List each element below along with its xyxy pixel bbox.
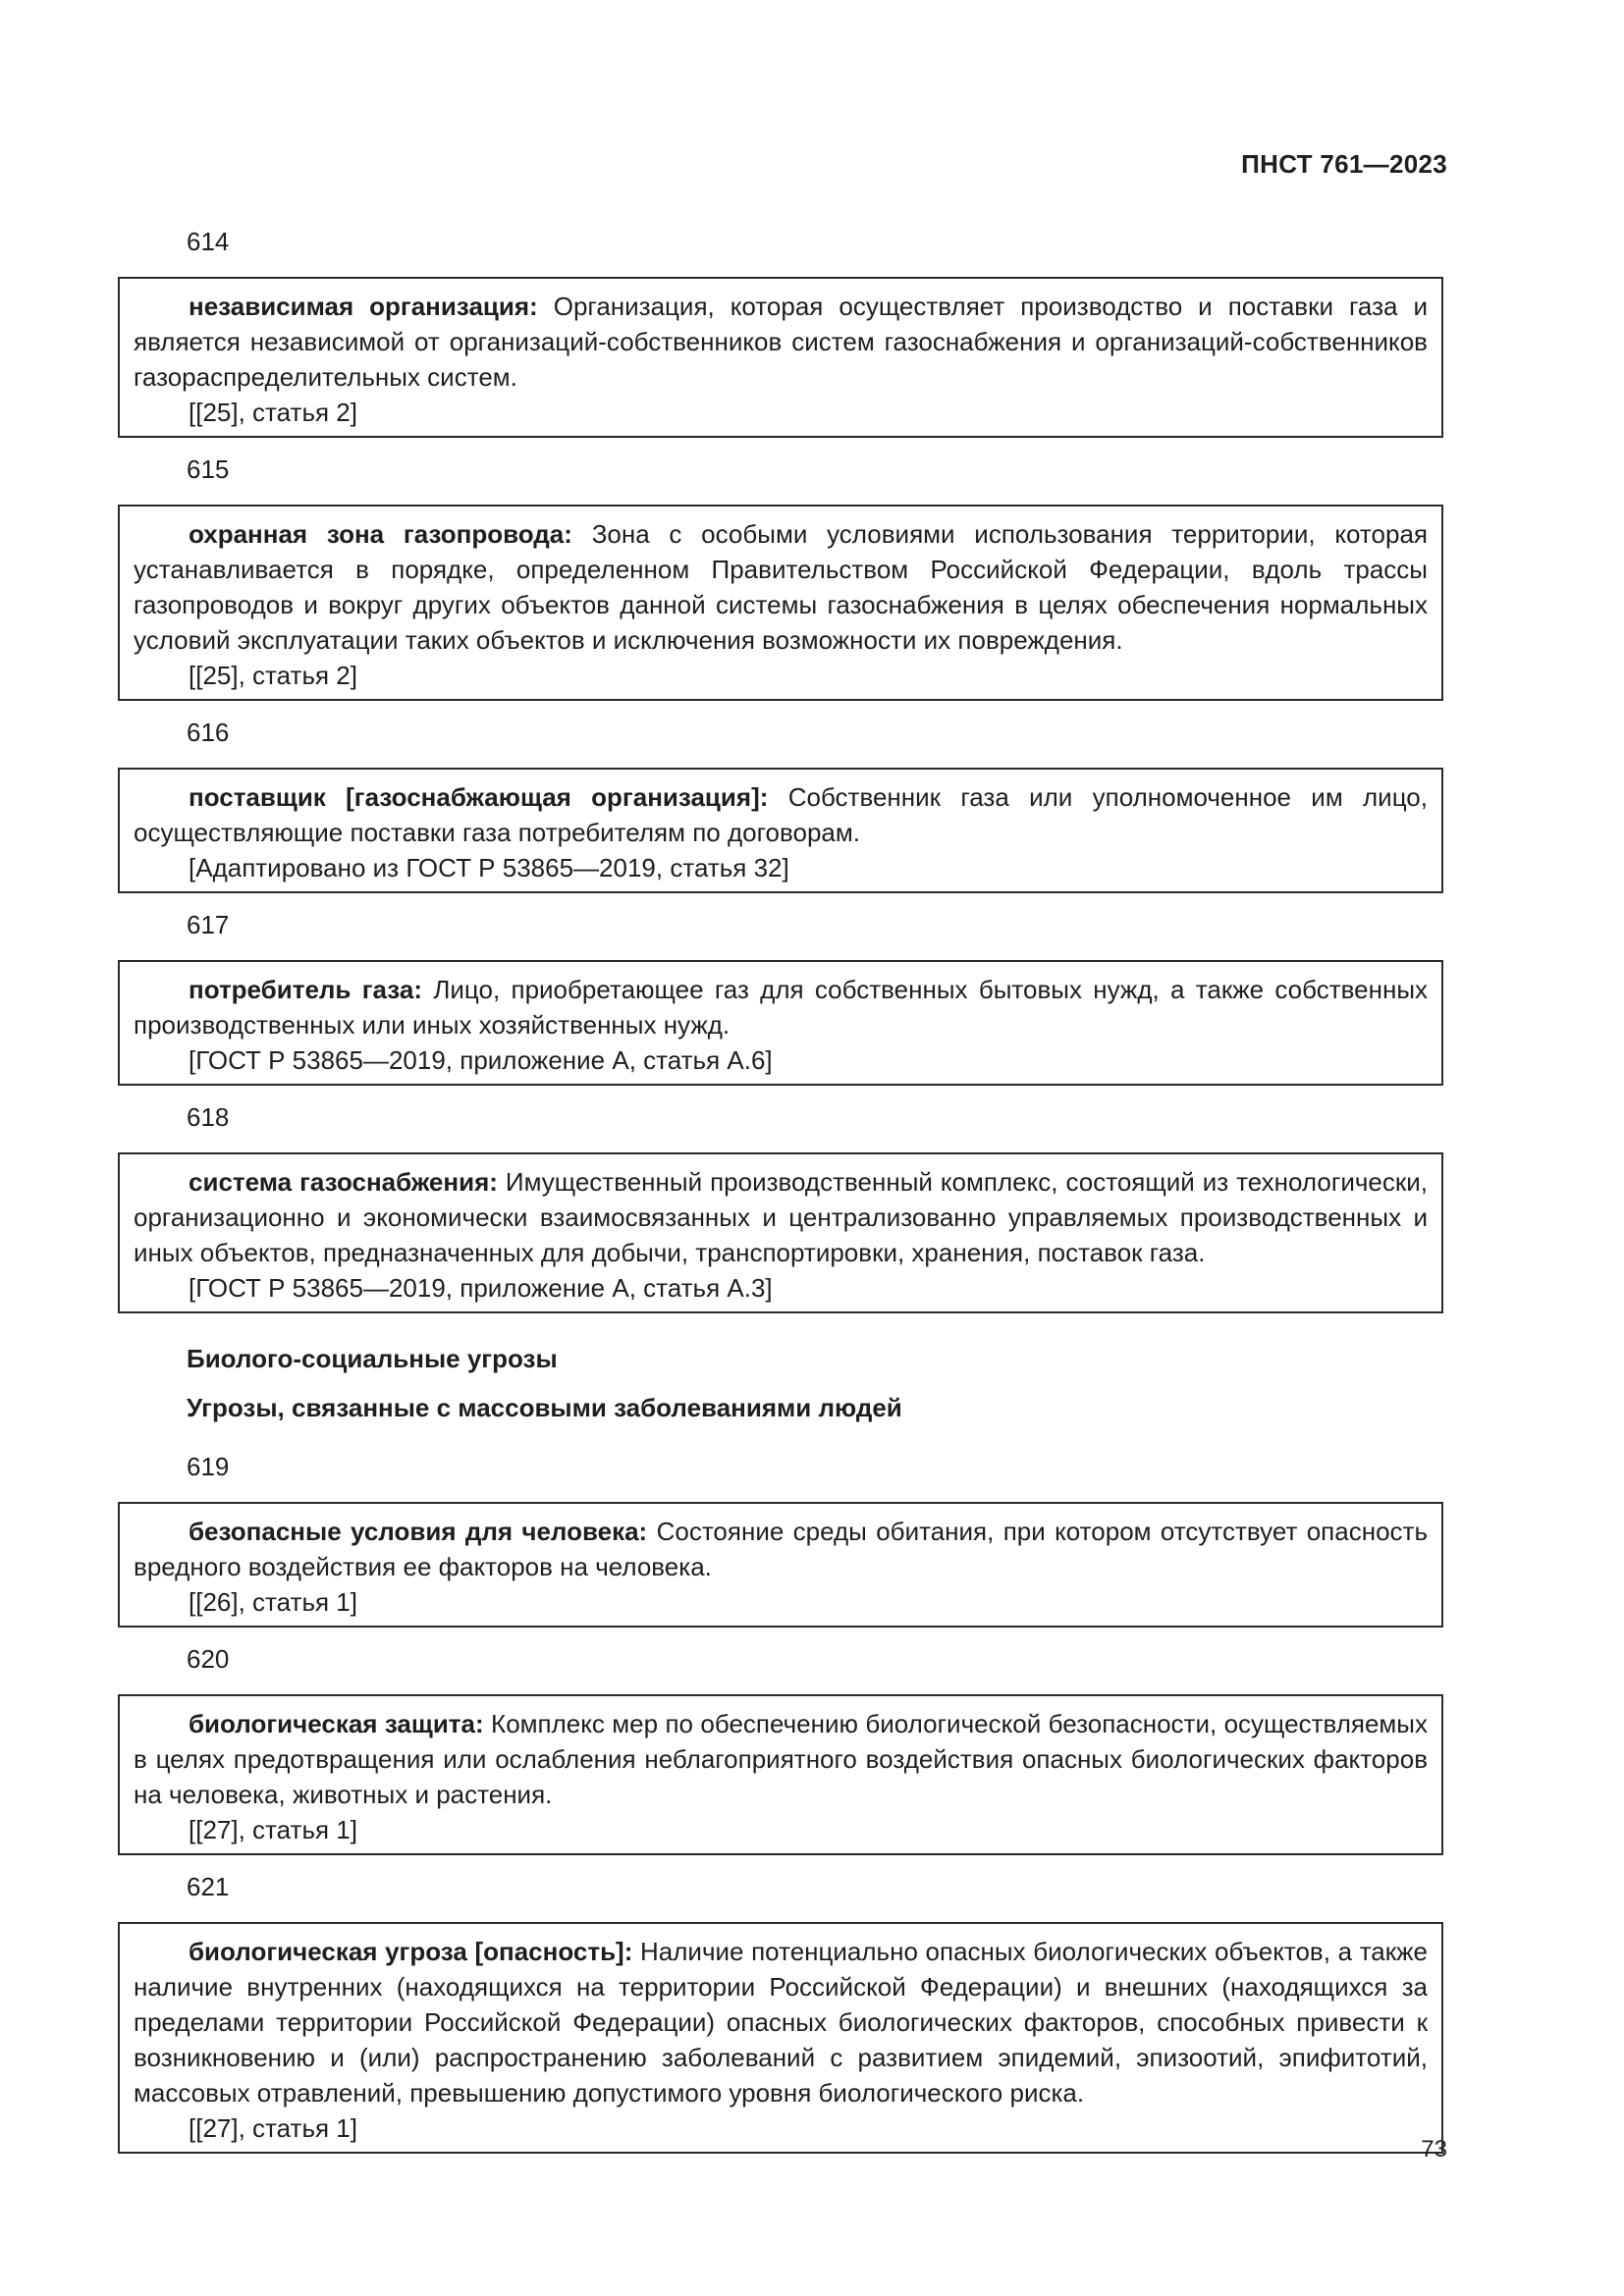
- definition-text: Собственник газа или уполномоченное им лицо, осуществляющие поставки газа потребителям по договорам.: [134, 782, 1428, 847]
- term-entry: [118, 277, 1443, 438]
- term-source: [[26], статья 1]: [189, 1587, 357, 1617]
- term-title: поставщик [газоснабжающая организация]:: [189, 782, 769, 812]
- section-heading: Биолого-социальные угрозы: [187, 1344, 558, 1373]
- term-source: [ГОСТ Р 53865—2019, приложение А, статья А.6]: [189, 1045, 773, 1075]
- document-header: ПНСТ 761—2023: [1241, 149, 1447, 179]
- term-number: 620: [187, 1644, 230, 1674]
- definition-text: Лицо, приобретающее газ для собственных бытовых нужд, а также собственных производственных или иных хозяйственных нужд.: [134, 975, 1429, 1040]
- term-definition: [134, 972, 1428, 1042]
- term-source: [Адаптировано из ГОСТ Р 53865—2019, статья 32]: [189, 853, 789, 882]
- term-entry: [118, 1502, 1443, 1628]
- term-definition: [134, 779, 1428, 850]
- term-entry: [118, 768, 1443, 893]
- term-number: 614: [187, 227, 230, 256]
- subsection-heading: Угрозы, связанные с массовыми заболеваниями людей: [187, 1393, 902, 1422]
- term-definition: [134, 289, 1428, 395]
- term-source: [[27], статья 1]: [189, 2113, 357, 2143]
- term-number: 619: [187, 1452, 230, 1481]
- term-number: 616: [187, 718, 230, 747]
- term-title: биологическая защита:: [189, 1709, 484, 1738]
- term-title: независимая организация:: [189, 292, 538, 321]
- term-number: 621: [187, 1872, 230, 1901]
- term-number: 615: [187, 454, 230, 484]
- definition-text: Зона с особыми условиями использования территории, которая устанавливается в порядке, определенном Правительством Российской Федерации, вдоль трассы газопроводов и вокруг других объектов данной системы газоснабжения в целях обеспечения нормальных условий эксплуатации таких объектов и исключения возможности их повреждения.: [134, 519, 1428, 655]
- term-source: [[25], статья 2]: [189, 398, 357, 427]
- term-definition: [134, 516, 1428, 658]
- term-title: безопасные условия для человека:: [189, 1517, 648, 1546]
- definition-text: Состояние среды обитания, при котором отсутствует опасность вредного воздействия ее факторов на человека.: [134, 1517, 1428, 1581]
- term-definition: [134, 1164, 1428, 1270]
- term-number: 617: [187, 910, 230, 939]
- definition-text: Комплекс мер по обеспечению биологической безопасности, осуществляемых в целях предотвращения или ослабления неблагоприятного воздействия опасных биологических факторов на человека, животных и растения.: [134, 1709, 1428, 1809]
- term-entry: [118, 1152, 1443, 1313]
- term-definition: [134, 1514, 1428, 1584]
- term-number: 618: [187, 1102, 230, 1132]
- term-entry: [118, 1694, 1443, 1855]
- definition-text: Наличие потенциально опасных биологических объектов, а также наличие внутренних (находящихся на территории Российской Федерации) и внешних (находящихся за пределами территории Российской Федерации) опасных биологических факторов, способных привести к возникновению и (или) распространению заболеваний с развитием эпидемий, эпизоотий, эпифитотий, массовых отравлений, превышению допустимого уровня биологического риска.: [134, 1937, 1428, 2108]
- term-title: охранная зона газопровода:: [189, 519, 572, 549]
- term-source: [[25], статья 2]: [189, 661, 357, 690]
- term-definition: [134, 1706, 1428, 1812]
- term-title: система газоснабжения:: [189, 1167, 498, 1197]
- term-source: [ГОСТ Р 53865—2019, приложение А, статья А.3]: [189, 1273, 773, 1303]
- term-source: [[27], статья 1]: [189, 1815, 357, 1844]
- term-entry: [118, 1922, 1443, 2154]
- term-definition: [134, 1934, 1428, 2110]
- term-entry: [118, 960, 1443, 1086]
- term-entry: [118, 505, 1443, 701]
- page-number: 73: [1421, 2136, 1447, 2163]
- definition-text: Организация, которая осуществляет производство и поставки газа и является независимой от организаций-собственников систем газоснабжения и организаций-собственников газораспределительных систем.: [134, 292, 1428, 392]
- definition-text: Имущественный производственный комплекс, состоящий из технологически, организационно и экономически взаимосвязанных и централизованно управляемых производственных и иных объектов, предназначенных для добычи, транспортировки, хранения, поставок газа.: [134, 1167, 1428, 1267]
- term-title: потребитель газа:: [189, 975, 423, 1004]
- terms-list: [118, 224, 1443, 2167]
- term-title: биологическая угроза [опасность]:: [189, 1937, 633, 1966]
